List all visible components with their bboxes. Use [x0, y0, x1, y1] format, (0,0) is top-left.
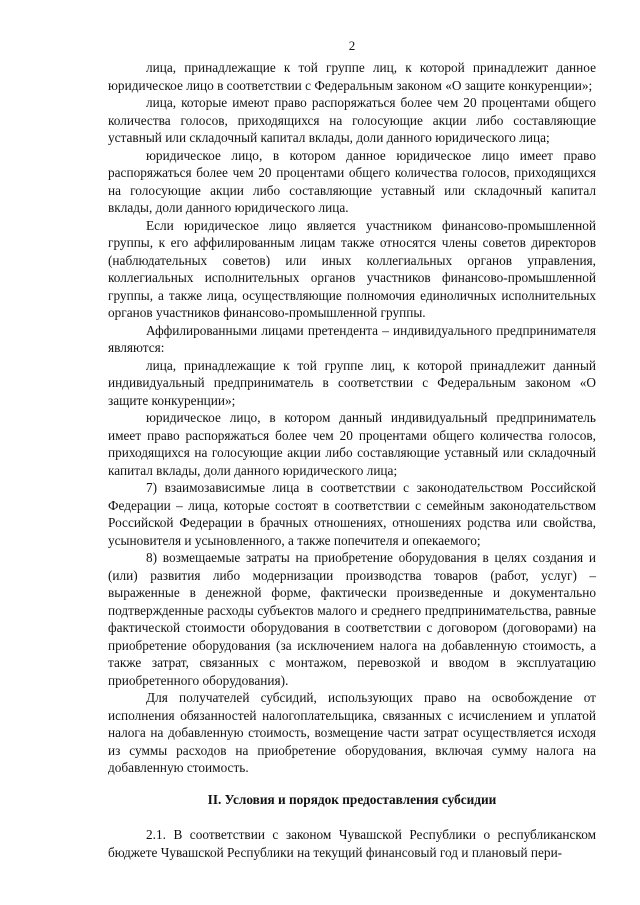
paragraph-entrepreneur-entity: юридическое лицо, в котором данный индивидуальный предприниматель имеет право распоряжаться более чем 20 процентами общего количества голосов, приходящихся на голосующие акции либо составляющие уставный или складочный капитал вклады, доли данного юридического лица; — [108, 410, 596, 478]
paragraph-item-8: 8) возмещаемые затраты на приобретение оборудования в целях создания и (или) развития либо модернизации производства товаров (работ, услуг) – выраженные в денежной форме, фактически произведенные и документально подтвержденные расходы субъектов малого и среднего предпринимательства, равные фактической стоимости оборудования в соответствии с договором (договорами) на приобретение оборудования (за исключением налога на добавленную стоимость, а также затрат, связанных с монтажом, перевозкой и вводом в эксплуатацию приобретенного оборудования). — [108, 550, 596, 688]
document-body — [108, 59, 596, 861]
paragraph-entrepreneur-group: лица, принадлежащие к той группе лиц, к которой принадлежит данный индивидуальный предприниматель в соответствии с Федеральным законом «О защите конкуренции»; — [108, 357, 596, 408]
paragraph-entrepreneur-affiliates: Аффилированными лицами претендента – индивидуального предпринимателя являются: — [108, 322, 596, 355]
paragraph-2-1: 2.1. В соответствии с законом Чувашской Республики о республиканском бюджете Чувашской Республики на текущий финансовый год и плановый пери- — [108, 827, 596, 860]
paragraph-financial-group: Если юридическое лицо является участником финансово-промышленной группы, к его аффилированным лицам также относятся члены советов директоров (наблюдательных советов) или иных коллегиальных органов управления, коллегиальных исполнительных органов участников финансово-промышленной группы, а также лица, осуществляющие полномочия единоличных исполнительных органов участников финансово-промышленной группы. — [108, 217, 596, 320]
paragraph-group-members: лица, принадлежащие к той группе лиц, к которой принадлежит данное юридическое лицо в соответствии с Федеральным законом «О защите конкуренции»; — [108, 60, 596, 93]
page-number: 2 — [348, 38, 356, 53]
paragraph-controlled-entity: юридическое лицо, в котором данное юридическое лицо имеет право распоряжаться более чем 20 процентами общего количества голосов, приходящихся на голосующие акции либо составляющие уставный или складочный капитал вклады, доли данного юридического лица. — [108, 147, 596, 215]
paragraph-item-7: 7) взаимозависимые лица в соответствии с законодательством Российской Федерации – лица, которые состоят в соответствии с семейным законодательством Российской Федерации в брачных отношениях, отношениях родства или свойства, усыновителя и усыновленного, а также попечителя и опекаемого; — [108, 480, 596, 548]
section-heading: II. Условия и порядок предоставления субсидии — [207, 791, 497, 807]
paragraph-vat-exemption: Для получателей субсидий, использующих право на освобождение от исполнения обязанностей налогоплательщика, связанных с исчислением и уплатой налога на добавленную стоимость, возмещение части затрат осуществляется исходя из суммы расходов на приобретение оборудования, включая сумму налога на добавленную стоимость. — [108, 690, 596, 775]
paragraph-vote-holders: лица, которые имеют право распоряжаться более чем 20 процентами общего количества голосов, приходящихся на голосующие акции либо составляющие уставный или складочный капитал вклады, доли данного юридического лица; — [108, 95, 596, 145]
